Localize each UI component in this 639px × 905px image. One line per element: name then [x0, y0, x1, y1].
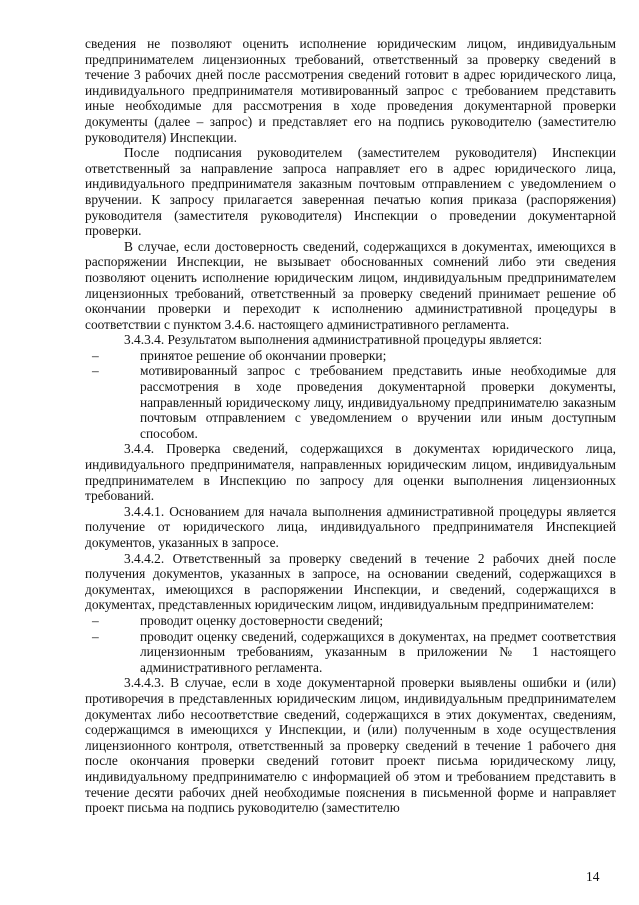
list-item-text: проводит оценку сведений, содержащихся в документах, на предмет соответствия лицензионным требованиям, указанным в приложении № 1 настоящего административного регламента.: [140, 628, 616, 675]
list-dash: –: [92, 628, 99, 644]
list-item-decision: [85, 348, 616, 364]
paragraph-3-4-3-4: 3.4.3.4. Результатом выполнения административной процедуры является:: [124, 332, 543, 348]
list-item-text: проводит оценку достоверности сведений;: [140, 612, 384, 628]
paragraph-3-4-4: 3.4.4. Проверка сведений, содержащихся в документах юридического лица, индивидуального предпринимателя, направленных юридическим лицом, индивидуальным предпринимателем в Инспекцию по запросу для оценки выполнения лицензионных требований.: [85, 441, 616, 504]
paragraph-3-4-4-2: 3.4.4.2. Ответственный за проверку сведений в течение 2 рабочих дней после получения документов, указанных в запросе, на основании сведений, содержащихся в документах, имеющихся в распоряжении Инспекции, и сведений, содержащихся в документах, представленных юридическим лицом, индивидуальным предпринимателем:: [85, 550, 616, 613]
list-dash: –: [92, 363, 99, 379]
paragraph-3-4-4-3: 3.4.4.3. В случае, если в ходе документарной проверки выявлены ошибки и (или) противоречия в представленных юридическим лицом, индивидуальным предпринимателем документах либо несоответствие сведений, содержащихся в этих документах, сведениям, содержащимся в имеющихся у Инспекции, и (или) полученным в ходе осуществления лицензионного контроля, ответственный за проверку сведений в течение 1 рабочего дня после окончания проверки сведений готовит проект письма юридическому лицу, индивидуальному предпринимателю с информацией об этом и требованием представить в течение десяти рабочих дней необходимые пояснения в письменной форме и направляет проект письма на подпись руководителю (заместителю: [85, 675, 616, 816]
list-item-compliance: [85, 629, 616, 676]
list-item-request: [85, 363, 616, 441]
list-item-text: принятое решение об окончании проверки;: [140, 347, 387, 363]
document-body: [85, 36, 616, 816]
page-number: 14: [586, 869, 600, 884]
paragraph-3: В случае, если достоверность сведений, содержащихся в документах, имеющихся в распоряжении Инспекции, не вызывает обоснованных сомнений либо эти сведения позволяют оценить исполнение юридическим лицом, индивидуальным предпринимателем лицензионных требований, ответственный за проверку сведений принимает решение об окончании проверки и переходит к исполнению административной процедуры в соответствии с пунктом 3.4.6. настоящего административного регламента.: [85, 238, 616, 332]
list-dash: –: [92, 612, 99, 628]
list-item-text: мотивированный запрос с требованием представить иные необходимые для рассмотрения в ходе проведения документарной проверки документы, направленный юридическому лицу, индивидуальному предпринимателю заказным почтовым отправлением с уведомлением о вручении или иным доступным способом.: [140, 363, 616, 441]
list-item-reliability: [85, 613, 616, 629]
list-dash: –: [92, 347, 99, 363]
paragraph-2: После подписания руководителем (заместителем руководителя) Инспекции ответственный за направление запроса направляет его в адрес юридического лица, индивидуального предпринимателя заказным почтовым отправлением с уведомлением о вручении. К запросу прилагается заверенная печатью копия приказа (распоряжения) руководителя (заместителя руководителя) Инспекции о проведении документарной проверки.: [85, 145, 616, 239]
paragraph-1: сведения не позволяют оценить исполнение юридическим лицом, индивидуальным предпринимателем лицензионных требований, ответственный за проверку сведений в течение 3 рабочих дней после рассмотрения сведений готовит в адрес юридического лица, индивидуального предпринимателя мотивированный запрос с требованием представить иные необходимые для рассмотрения в ходе проведения документарной проверки документы (далее – запрос) и представляет его на подпись руководителю (заместителю руководителя) Инспекции.: [85, 36, 616, 145]
paragraph-3-4-4-1: 3.4.4.1. Основанием для начала выполнения административной процедуры является получение от юридического лица, индивидуального предпринимателя Инспекцией документов, указанных в запросе.: [85, 503, 616, 550]
